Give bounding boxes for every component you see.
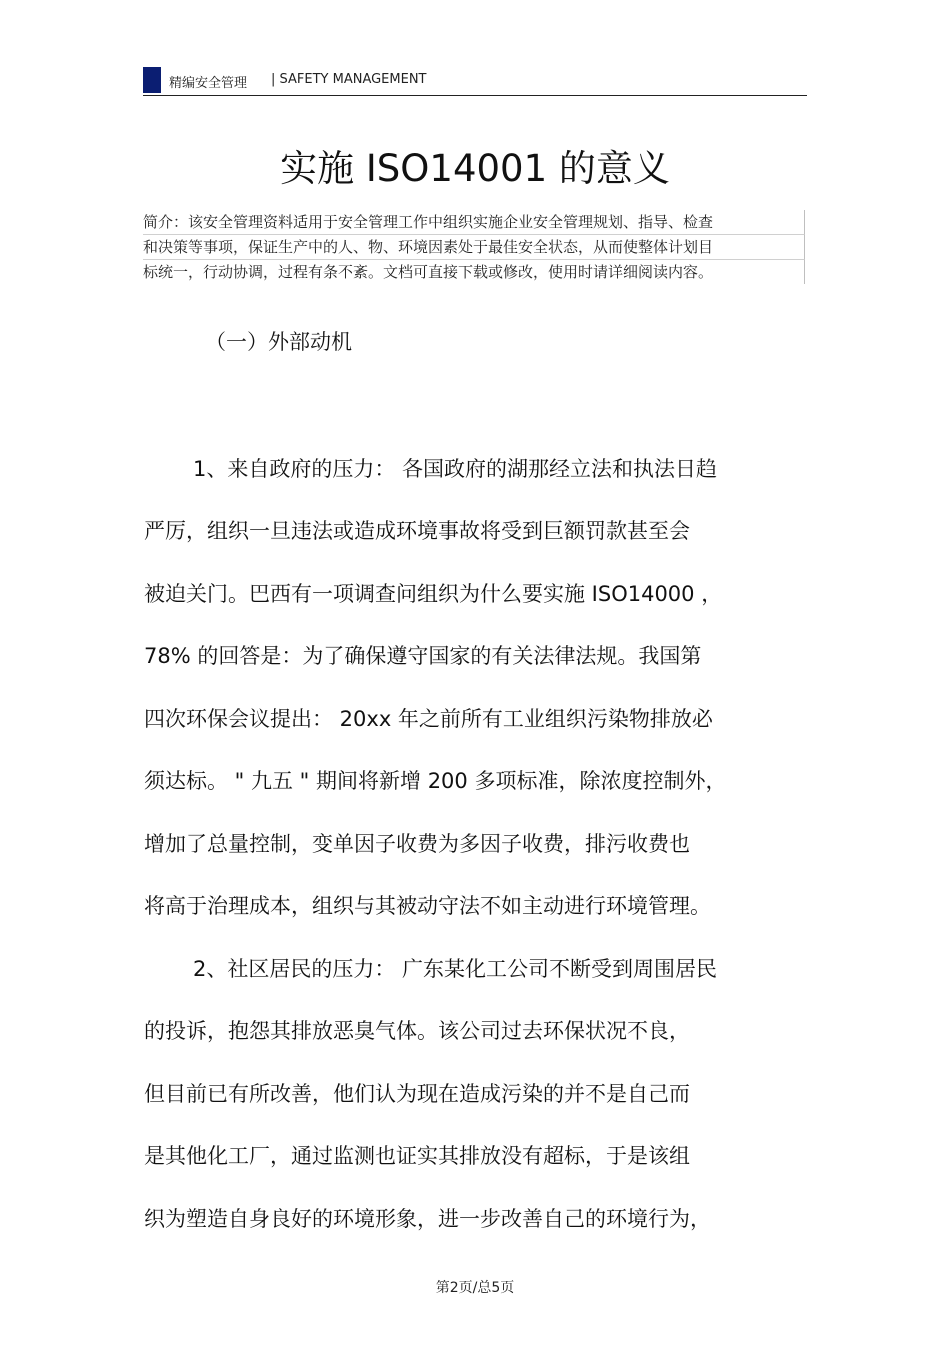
intro-line: 和决策等事项，保证生产中的人、物、环境因素处于最佳安全状态，从而使整体计划目 bbox=[143, 234, 805, 260]
paragraph-line: 将高于治理成本，组织与其被动守法不如主动进行环境管理。 bbox=[144, 894, 711, 918]
paragraph-line: 是其他化工厂，通过监测也证实其排放没有超标，于是该组 bbox=[144, 1144, 690, 1168]
paragraph-line: 四次环保会议提出： 20xx 年之前所有工业组织污染物排放必 bbox=[144, 707, 713, 731]
paragraph-line: 须达标。 " 九五 " 期间将新增 200 多项标准，除浓度控制外， bbox=[144, 769, 727, 793]
paragraph-line: 被迫关门。巴西有一项调查问组织为什么要实施 ISO14000 ， bbox=[144, 582, 723, 606]
paragraph-line: 2、社区居民的压力： 广东某化工公司不断受到周围居民 bbox=[193, 957, 718, 981]
brand-logo bbox=[143, 67, 161, 93]
intro-line: 简介：该安全管理资料适用于安全管理工作中组织实施企业安全管理规划、指导、检查 bbox=[143, 210, 805, 234]
paragraph-line: 但目前已有所改善，他们认为现在造成污染的并不是自己而 bbox=[144, 1082, 690, 1106]
intro-line: 标统一，行动协调，过程有条不紊。文档可直接下载或修改，使用时请详细阅读内容。 bbox=[143, 260, 805, 284]
paragraph-line: 严厉，组织一旦违法或造成环境事故将受到巨额罚款甚至会 bbox=[144, 519, 690, 543]
paragraph-line: 增加了总量控制，变单因子收费为多因子收费，排污收费也 bbox=[144, 832, 690, 856]
paragraph-line: 的投诉，抱怨其排放恶臭气体。该公司过去环保状况不良， bbox=[144, 1019, 690, 1043]
page-number: 第2页/总5页 bbox=[435, 1280, 515, 1296]
paragraph-line: 78% 的回答是：为了确保遵守国家的有关法律法规。我国第 bbox=[144, 644, 702, 668]
brand-name-cn: 精编安全管理 bbox=[169, 76, 248, 91]
paragraph-line: 织为塑造自身良好的环境形象，进一步改善自己的环境行为， bbox=[144, 1207, 711, 1231]
document-title: 实施 ISO14001 的意义 bbox=[280, 147, 670, 190]
paragraph-line: 1、来自政府的压力： 各国政府的湖那经立法和执法日趋 bbox=[193, 457, 718, 481]
brand-name-en: | SAFETY MANAGEMENT bbox=[271, 72, 427, 87]
intro-box bbox=[143, 210, 805, 284]
page-header bbox=[143, 64, 807, 96]
section-heading: （一）外部动机 bbox=[205, 330, 352, 354]
